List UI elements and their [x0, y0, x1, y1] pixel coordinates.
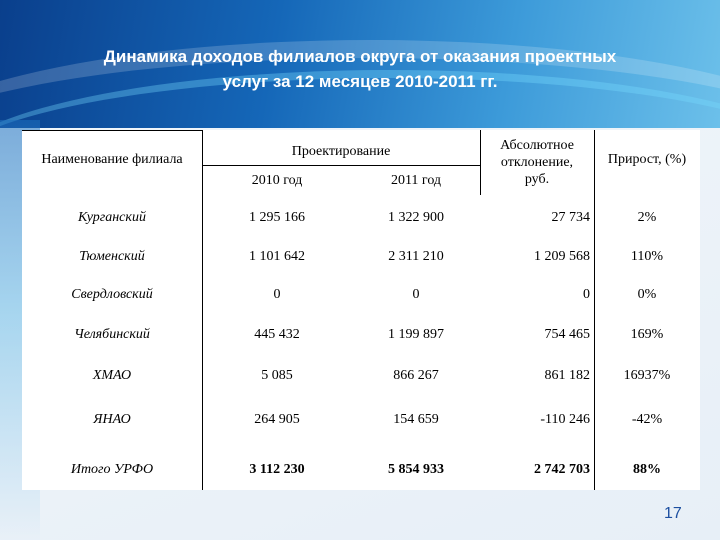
- row-abs: -110 246: [540, 412, 590, 427]
- row-2011: 1 322 900: [388, 210, 444, 225]
- page-number: 17: [664, 505, 682, 522]
- row-2011: 5 854 933: [388, 462, 444, 477]
- row-2010: 5 085: [261, 368, 293, 383]
- row-2010: 445 432: [254, 327, 300, 342]
- row-abs: 754 465: [544, 327, 590, 342]
- row-abs: 27 734: [551, 210, 590, 225]
- row-2011: 2 311 210: [388, 249, 444, 264]
- header-growth: Прирост, (%): [607, 152, 687, 167]
- row-2010: 264 905: [254, 412, 300, 427]
- row-growth: 16937%: [623, 368, 671, 383]
- row-abs: 2 742 703: [534, 462, 590, 477]
- table-top-border: [22, 130, 202, 131]
- row-growth: 88%: [633, 462, 661, 477]
- row-2011: 154 659: [393, 412, 439, 427]
- row-growth: 2%: [637, 210, 657, 225]
- row-2010: 3 112 230: [249, 462, 305, 477]
- row-name: Итого УРФО: [70, 462, 154, 477]
- row-name: ЯНАО: [93, 412, 131, 427]
- header-branch: Наименование филиала: [41, 152, 183, 167]
- row-2010: 1 101 642: [249, 249, 305, 264]
- row-2011: 0: [412, 287, 420, 302]
- row-2011: 1 199 897: [388, 327, 444, 342]
- row-2010: 1 295 166: [249, 210, 305, 225]
- header-design: Проектирование: [291, 144, 391, 159]
- header-2011: 2011 год: [390, 173, 442, 188]
- slide-title-line-1: Динамика доходов филиалов округа от оказания проектных: [103, 47, 617, 66]
- row-name: Свердловский: [71, 287, 153, 302]
- row-2011: 866 267: [393, 368, 439, 383]
- row-growth: 169%: [630, 327, 664, 342]
- col-divider-4: [594, 130, 595, 490]
- row-growth: 0%: [637, 287, 657, 302]
- row-name: Челябинский: [74, 327, 150, 342]
- income-table: [22, 130, 700, 490]
- row-abs: 1 209 568: [534, 249, 590, 264]
- row-name: ХМАО: [92, 368, 132, 383]
- header-abs-line-2: отклонение,: [500, 155, 574, 170]
- row-name: Курганский: [78, 210, 146, 225]
- slide-title: [30, 44, 690, 94]
- header-design-divider: [202, 165, 480, 166]
- header-abs-line-3: руб.: [524, 172, 550, 187]
- row-abs: 0: [583, 287, 590, 302]
- slide-title-line-2: услуг за 12 месяцев 2010-2011 гг.: [222, 72, 498, 91]
- header-abs-deviation: [480, 130, 594, 195]
- row-growth: -42%: [631, 412, 663, 427]
- row-growth: 110%: [630, 249, 664, 264]
- header-abs-line-1: Абсолютное: [500, 138, 574, 153]
- header-2010: 2010 год: [251, 173, 303, 188]
- row-abs: 861 182: [544, 368, 590, 383]
- row-2010: 0: [273, 287, 281, 302]
- row-name: Тюменский: [79, 249, 145, 264]
